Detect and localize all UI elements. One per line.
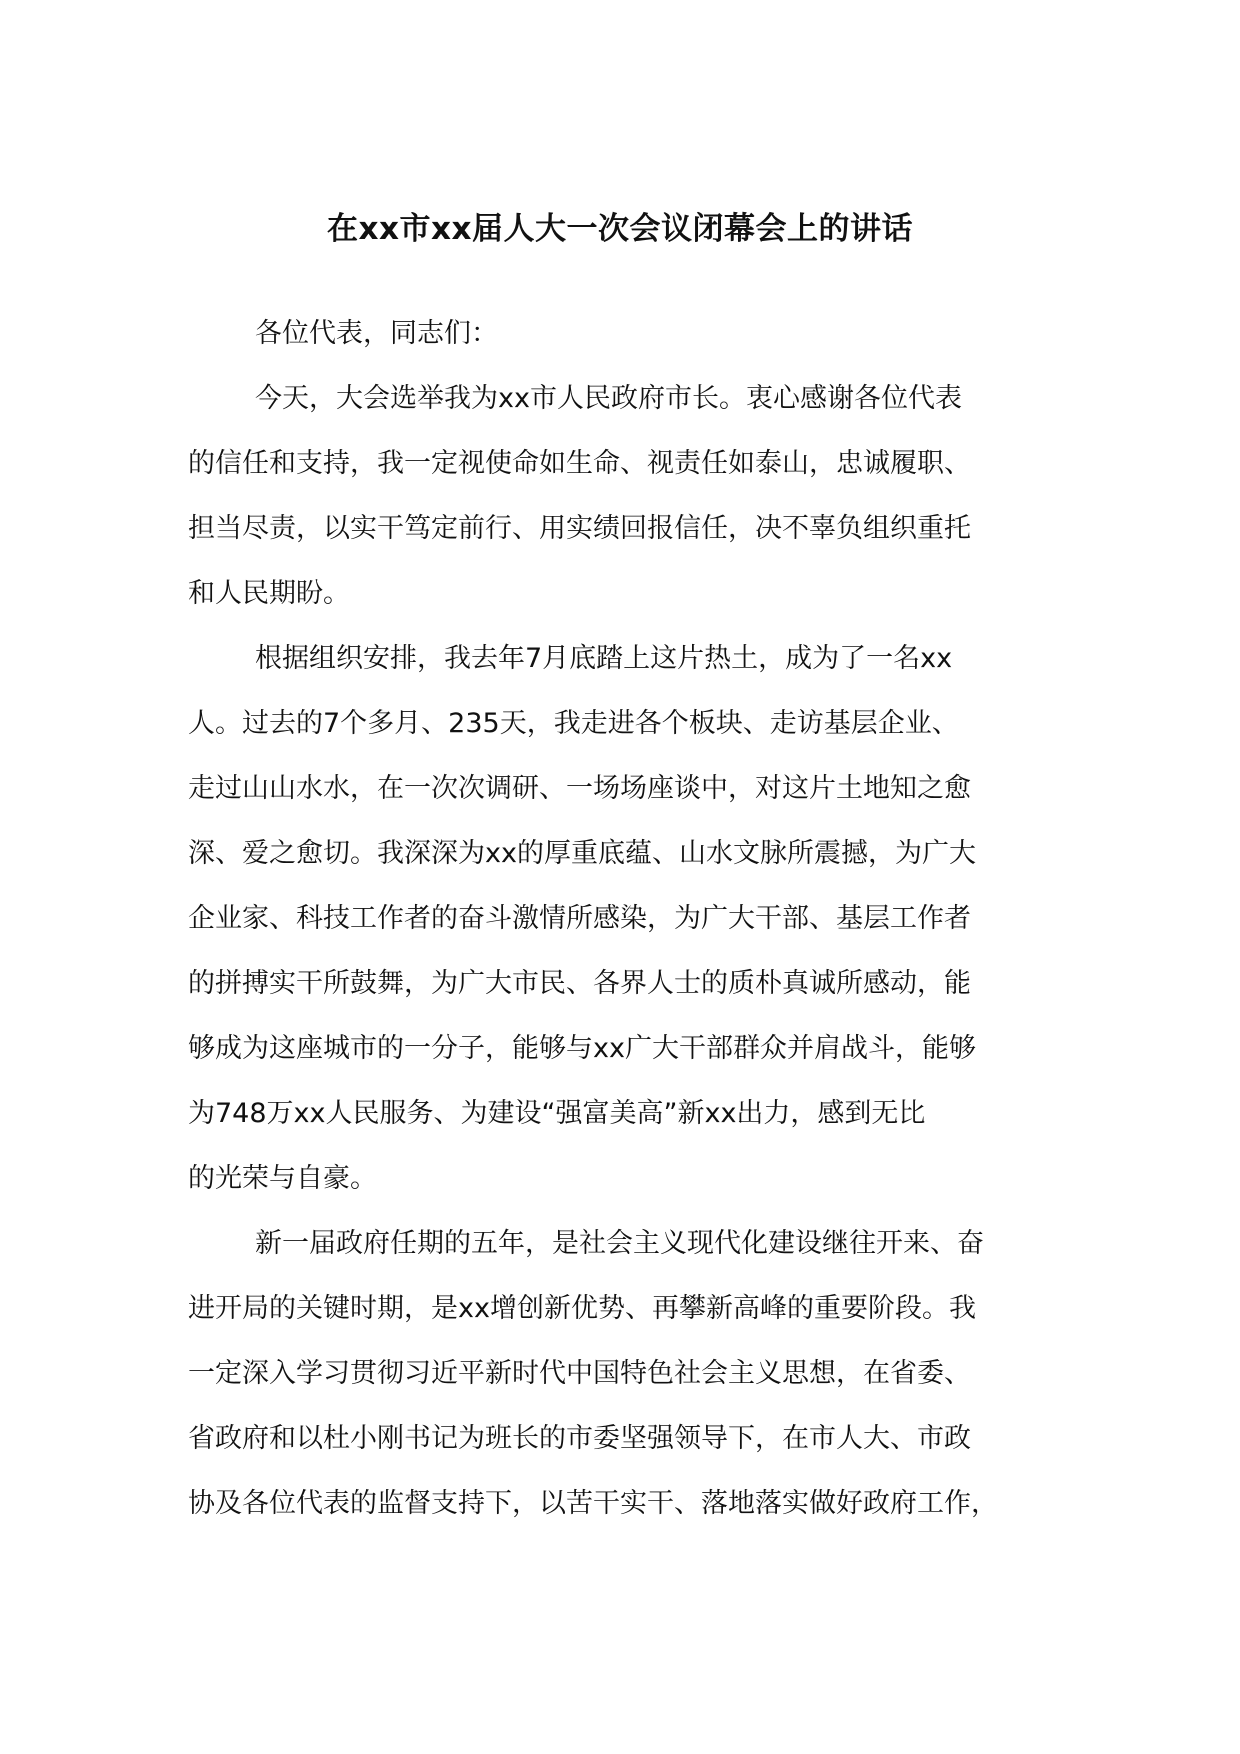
text-line: 企业家、科技工作者的奋斗激情所感染，为广大干部、基层工作者 bbox=[188, 903, 971, 934]
text-line: 一定深入学习贯彻习近平新时代中国特色社会主义思想，在省委、 bbox=[188, 1358, 971, 1389]
text-line: 的拼搏实干所鼓舞，为广大市民、各界人士的质朴真诚所感动，能 bbox=[188, 968, 971, 999]
text-line: 的光荣与自豪。 bbox=[188, 1163, 377, 1194]
text-line: 新一届政府任期的五年，是社会主义现代化建设继往开来、奋 bbox=[255, 1228, 984, 1259]
text-line: 和人民期盼。 bbox=[188, 578, 350, 609]
text-line: 够成为这座城市的一分子，能够与xx广大干部群众并肩战斗，能够 bbox=[188, 1033, 976, 1064]
document-body bbox=[188, 301, 1060, 1536]
text-line: 的信任和支持，我一定视使命如生命、视责任如泰山，忠诚履职、 bbox=[188, 448, 971, 479]
text-line: 进开局的关键时期，是xx增创新优势、再攀新高峰的重要阶段。我 bbox=[188, 1293, 976, 1324]
document-title: 在xx市xx届人大一次会议闭幕会上的讲话 bbox=[327, 211, 913, 247]
text-line: 今天，大会选举我为xx市人民政府市长。衷心感谢各位代表 bbox=[255, 383, 962, 414]
text-line: 协及各位代表的监督支持下，以苦干实干、落地落实做好政府工作， bbox=[188, 1488, 998, 1519]
text-line: 担当尽责，以实干笃定前行、用实绩回报信任，决不辜负组织重托 bbox=[188, 513, 971, 544]
text-line: 根据组织安排，我去年7月底踏上这片热土，成为了一名xx bbox=[255, 643, 953, 674]
text-line: 为748万xx人民服务、为建设“强富美高”新xx出力，感到无比 bbox=[188, 1098, 926, 1129]
text-line: 人。过去的7个多月、235天，我走进各个板块、走访基层企业、 bbox=[188, 708, 959, 739]
text-line: 深、爱之愈切。我深深为xx的厚重底蕴、山水文脉所震撼，为广大 bbox=[188, 838, 976, 869]
text-line: 各位代表，同志们： bbox=[255, 318, 498, 349]
text-line: 省政府和以杜小刚书记为班长的市委坚强领导下，在市人大、市政 bbox=[188, 1423, 971, 1454]
text-line: 走过山山水水，在一次次调研、一场场座谈中，对这片土地知之愈 bbox=[188, 773, 971, 804]
